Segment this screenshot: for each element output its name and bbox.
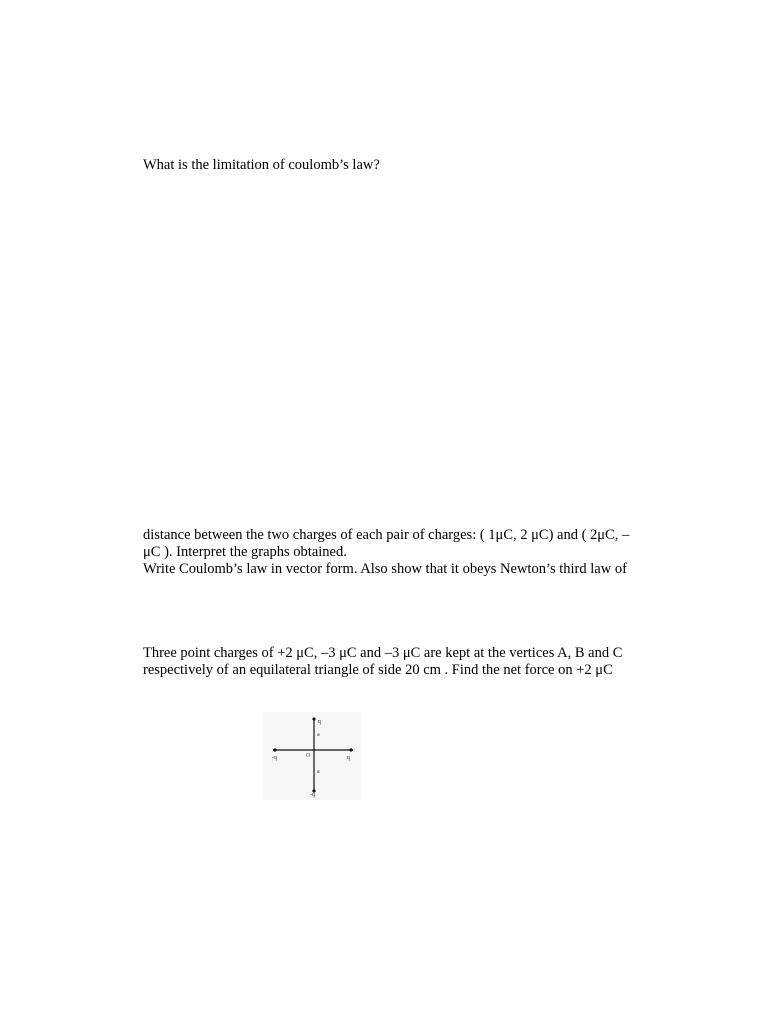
label-top-charge: q — [318, 719, 321, 725]
label-left-charge: -q — [272, 755, 277, 761]
question-limitation-coulombs-law: What is the limitation of coulomb’s law? — [143, 157, 380, 173]
charge-axes-figure — [263, 712, 361, 800]
charge-dot-right — [349, 748, 352, 751]
label-lower-distance: a — [317, 769, 320, 775]
question-point-charges-line-1: Three point charges of +2 μC, –3 μC and –3 μC are kept at the vertices A, B and C — [143, 645, 623, 661]
question-point-charges-line-2: respectively of an equilateral triangle of side 20 cm . Find the net force on +2 μC — [143, 662, 613, 678]
question-graph-line-2: μC ). Interpret the graphs obtained. — [143, 544, 347, 560]
charge-dot-top — [312, 717, 315, 720]
label-bottom-charge: -q — [310, 792, 315, 798]
question-vector-form: Write Coulomb’s law in vector form. Also show that it obeys Newton’s third law of — [143, 561, 627, 577]
label-upper-distance: a — [317, 732, 320, 738]
charge-dot-left — [273, 748, 276, 751]
label-right-charge: q — [347, 755, 350, 761]
question-graph-line-1: distance between the two charges of each pair of charges: ( 1μC, 2 μC) and ( 2μC, – — [143, 527, 630, 543]
charge-axes-svg — [263, 712, 361, 800]
label-origin: O — [306, 753, 311, 759]
